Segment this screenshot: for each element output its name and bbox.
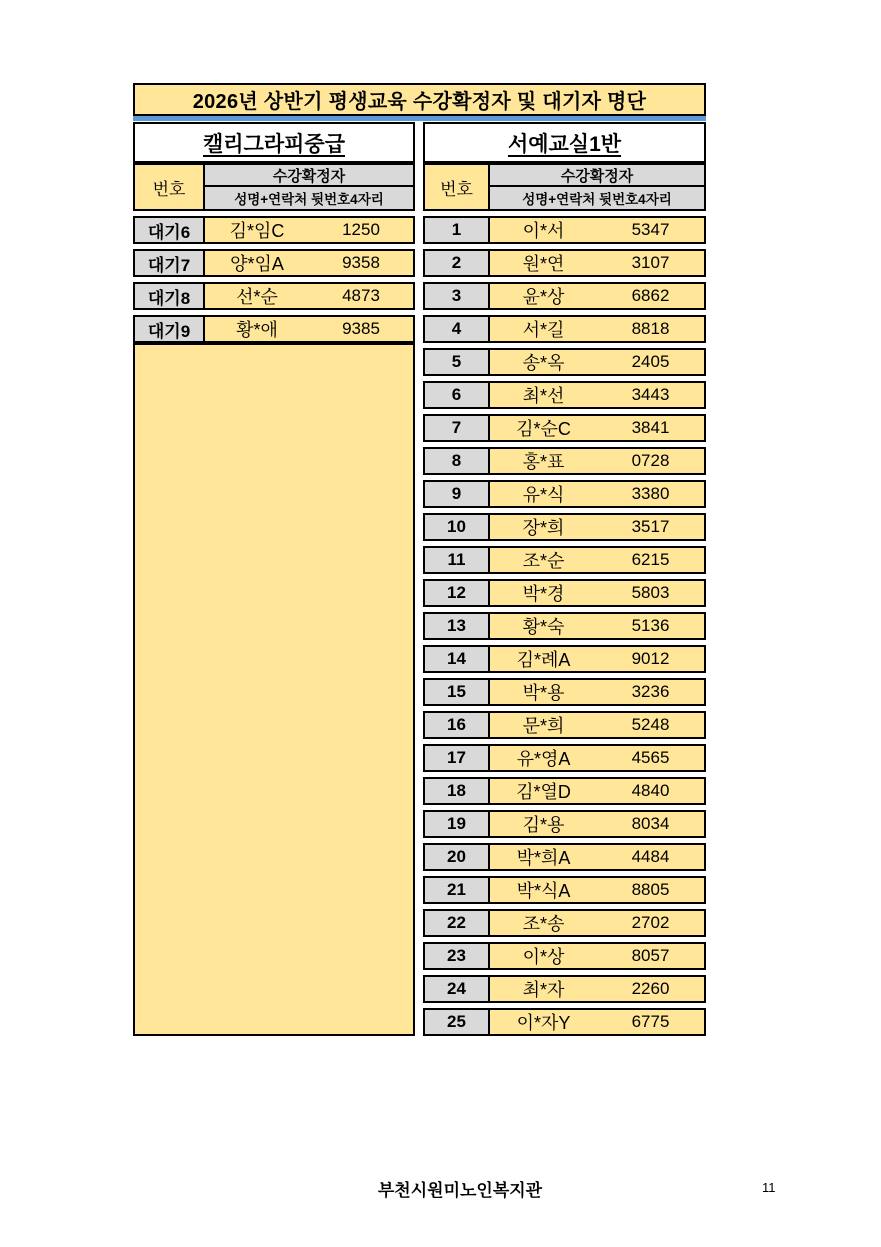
student-row: [423, 282, 706, 310]
student-row: [423, 480, 706, 508]
student-row: [423, 216, 706, 244]
name-cell: 장*희: [522, 518, 565, 538]
name-cell: 박*용: [522, 683, 565, 703]
row-value-cell: [490, 876, 706, 904]
name-cell: 이*자Y: [516, 1013, 571, 1033]
row-number-cell: 4: [423, 315, 490, 343]
footer-organization: 부천시원미노인복지관: [377, 1181, 543, 1200]
row-value-cell: [205, 315, 415, 343]
row-value-cell: [490, 777, 706, 805]
row-number-cell: 24: [423, 975, 490, 1003]
phone-cell: 3517: [631, 517, 670, 536]
phone-cell: 5347: [631, 220, 670, 239]
right-table-header: [423, 163, 706, 211]
phone-cell: 5803: [631, 583, 670, 602]
row-number-cell: 대기9: [133, 315, 205, 343]
row-value-cell: [490, 513, 706, 541]
row-number-cell: 18: [423, 777, 490, 805]
row-value-cell: [205, 282, 415, 310]
name-cell: 박*식A: [516, 881, 571, 901]
student-row: [423, 711, 706, 739]
right-number-column-header: 번호: [423, 163, 490, 211]
name-cell: 황*숙: [522, 617, 565, 637]
phone-cell: 3380: [631, 484, 670, 503]
name-cell: 윤*상: [522, 287, 565, 307]
row-number-cell: 9: [423, 480, 490, 508]
row-value-cell: [490, 711, 706, 739]
row-value-cell: [490, 1008, 706, 1036]
waitlist-row: [133, 282, 415, 310]
phone-cell: 6862: [631, 286, 670, 305]
phone-cell: 2702: [631, 913, 670, 932]
phone-cell: 6215: [631, 550, 670, 569]
row-value-cell: [205, 249, 415, 277]
name-cell: 서*길: [522, 320, 565, 340]
student-row: [423, 942, 706, 970]
name-cell: 김*용: [522, 815, 565, 835]
row-value-cell: [490, 381, 706, 409]
row-number-cell: 12: [423, 579, 490, 607]
row-number-cell: 7: [423, 414, 490, 442]
name-cell: 김*순C: [516, 419, 571, 439]
row-value-cell: [205, 216, 415, 244]
name-cell: 원*연: [522, 254, 565, 274]
student-row: [423, 447, 706, 475]
right-header-right: [490, 163, 706, 211]
row-value-cell: [490, 678, 706, 706]
footer-page-number: 11: [762, 1180, 776, 1195]
row-number-cell: 대기8: [133, 282, 205, 310]
name-cell: 송*옥: [522, 353, 565, 373]
row-value-cell: [490, 480, 706, 508]
row-number-cell: 2: [423, 249, 490, 277]
left-number-column-header: 번호: [133, 163, 205, 211]
student-row: [423, 777, 706, 805]
name-cell: 황*애: [236, 320, 278, 340]
student-row: [423, 414, 706, 442]
row-value-cell: [490, 282, 706, 310]
row-number-cell: 1: [423, 216, 490, 244]
student-row: [423, 645, 706, 673]
row-number-cell: 22: [423, 909, 490, 937]
phone-cell: 8057: [631, 946, 670, 965]
student-row: [423, 381, 706, 409]
phone-cell: 4484: [631, 847, 670, 866]
student-row: [423, 678, 706, 706]
phone-cell: 9012: [631, 649, 670, 668]
name-cell: 유*영A: [516, 749, 571, 769]
seoye-class1-table: [423, 122, 706, 1036]
row-value-cell: [490, 447, 706, 475]
row-number-cell: 8: [423, 447, 490, 475]
phone-cell: 2405: [631, 352, 670, 371]
phone-cell: 6775: [631, 1012, 670, 1031]
roster-document: [133, 83, 706, 1036]
name-cell: 최*자: [522, 980, 565, 1000]
student-row: [423, 513, 706, 541]
tables-container: [133, 122, 706, 1036]
row-value-cell: [490, 843, 706, 871]
title-divider-line: [133, 116, 706, 121]
student-row: [423, 843, 706, 871]
section-title-calligraphy-label: 캘리그라피중급: [202, 132, 345, 156]
student-row: [423, 348, 706, 376]
student-row: [423, 546, 706, 574]
waitlist-row: [133, 249, 415, 277]
row-number-cell: 6: [423, 381, 490, 409]
phone-cell: 4565: [631, 748, 670, 767]
row-number-cell: 20: [423, 843, 490, 871]
name-cell: 홍*표: [522, 452, 565, 472]
student-row: [423, 909, 706, 937]
row-value-cell: [490, 909, 706, 937]
name-cell: 박*희A: [516, 848, 571, 868]
row-number-cell: 13: [423, 612, 490, 640]
row-value-cell: [490, 645, 706, 673]
student-row: [423, 579, 706, 607]
row-value-cell: [490, 975, 706, 1003]
name-cell: 문*희: [522, 716, 565, 736]
phone-cell: 3443: [631, 385, 670, 404]
row-value-cell: [490, 315, 706, 343]
row-value-cell: [490, 744, 706, 772]
phone-cell: 9385: [342, 319, 380, 338]
row-number-cell: 11: [423, 546, 490, 574]
left-confirmed-header: 수강확정자: [205, 163, 415, 187]
row-number-cell: 23: [423, 942, 490, 970]
row-number-cell: 3: [423, 282, 490, 310]
row-value-cell: [490, 414, 706, 442]
name-cell: 조*송: [522, 914, 565, 934]
student-row: [423, 810, 706, 838]
calligraphy-intermediate-table: [133, 122, 415, 1036]
left-header-right: [205, 163, 415, 211]
name-cell: 최*선: [522, 386, 565, 406]
student-row: [423, 612, 706, 640]
row-value-cell: [490, 810, 706, 838]
row-value-cell: [490, 546, 706, 574]
row-value-cell: [490, 348, 706, 376]
row-number-cell: 5: [423, 348, 490, 376]
phone-cell: 8034: [631, 814, 670, 833]
student-row: [423, 315, 706, 343]
phone-cell: 5136: [631, 616, 670, 635]
row-number-cell: 21: [423, 876, 490, 904]
phone-cell: 4840: [631, 781, 670, 800]
student-row: [423, 249, 706, 277]
phone-cell: 3841: [631, 418, 670, 437]
phone-cell: 4873: [342, 286, 380, 305]
row-value-cell: [490, 249, 706, 277]
section-title-seoye: [423, 122, 706, 163]
row-number-cell: 10: [423, 513, 490, 541]
row-value-cell: [490, 942, 706, 970]
row-value-cell: [490, 612, 706, 640]
waitlist-row: [133, 315, 415, 343]
student-row: [423, 975, 706, 1003]
row-number-cell: 19: [423, 810, 490, 838]
phone-cell: 2260: [631, 979, 670, 998]
phone-cell: 9358: [342, 253, 380, 272]
name-cell: 조*순: [522, 551, 565, 571]
name-cell: 선*순: [236, 287, 278, 307]
left-table-header: [133, 163, 415, 211]
waitlist-row: [133, 216, 415, 244]
phone-cell: 0728: [631, 451, 670, 470]
row-value-cell: [490, 579, 706, 607]
document-title: 2026년 상반기 평생교육 수강확정자 및 대기자 명단: [133, 83, 706, 116]
student-row: [423, 1008, 706, 1036]
student-row: [423, 876, 706, 904]
name-cell: 유*식: [522, 485, 565, 505]
name-cell: 박*경: [522, 584, 565, 604]
name-cell: 김*임C: [229, 221, 285, 241]
section-title-seoye-label: 서예교실1반: [507, 132, 622, 156]
phone-cell: 1250: [342, 220, 380, 239]
student-row: [423, 744, 706, 772]
phone-cell: 8805: [631, 880, 670, 899]
right-subheader: 성명+연락처 뒷번호4자리: [490, 187, 706, 211]
phone-cell: 3236: [631, 682, 670, 701]
row-number-cell: 16: [423, 711, 490, 739]
name-cell: 양*임A: [230, 254, 284, 274]
empty-yellow-cell: [133, 343, 415, 1036]
row-value-cell: [490, 216, 706, 244]
row-number-cell: 25: [423, 1008, 490, 1036]
row-number-cell: 대기6: [133, 216, 205, 244]
section-title-calligraphy: [133, 122, 415, 163]
row-number-cell: 17: [423, 744, 490, 772]
row-number-cell: 14: [423, 645, 490, 673]
phone-cell: 8818: [631, 319, 670, 338]
row-number-cell: 15: [423, 678, 490, 706]
left-subheader: 성명+연락처 뒷번호4자리: [205, 187, 415, 211]
name-cell: 김*례A: [516, 650, 571, 670]
row-number-cell: 대기7: [133, 249, 205, 277]
name-cell: 이*상: [522, 947, 565, 967]
right-confirmed-header: 수강확정자: [490, 163, 706, 187]
phone-cell: 3107: [631, 253, 670, 272]
name-cell: 이*서: [522, 221, 565, 241]
name-cell: 김*열D: [516, 782, 571, 802]
phone-cell: 5248: [631, 715, 670, 734]
